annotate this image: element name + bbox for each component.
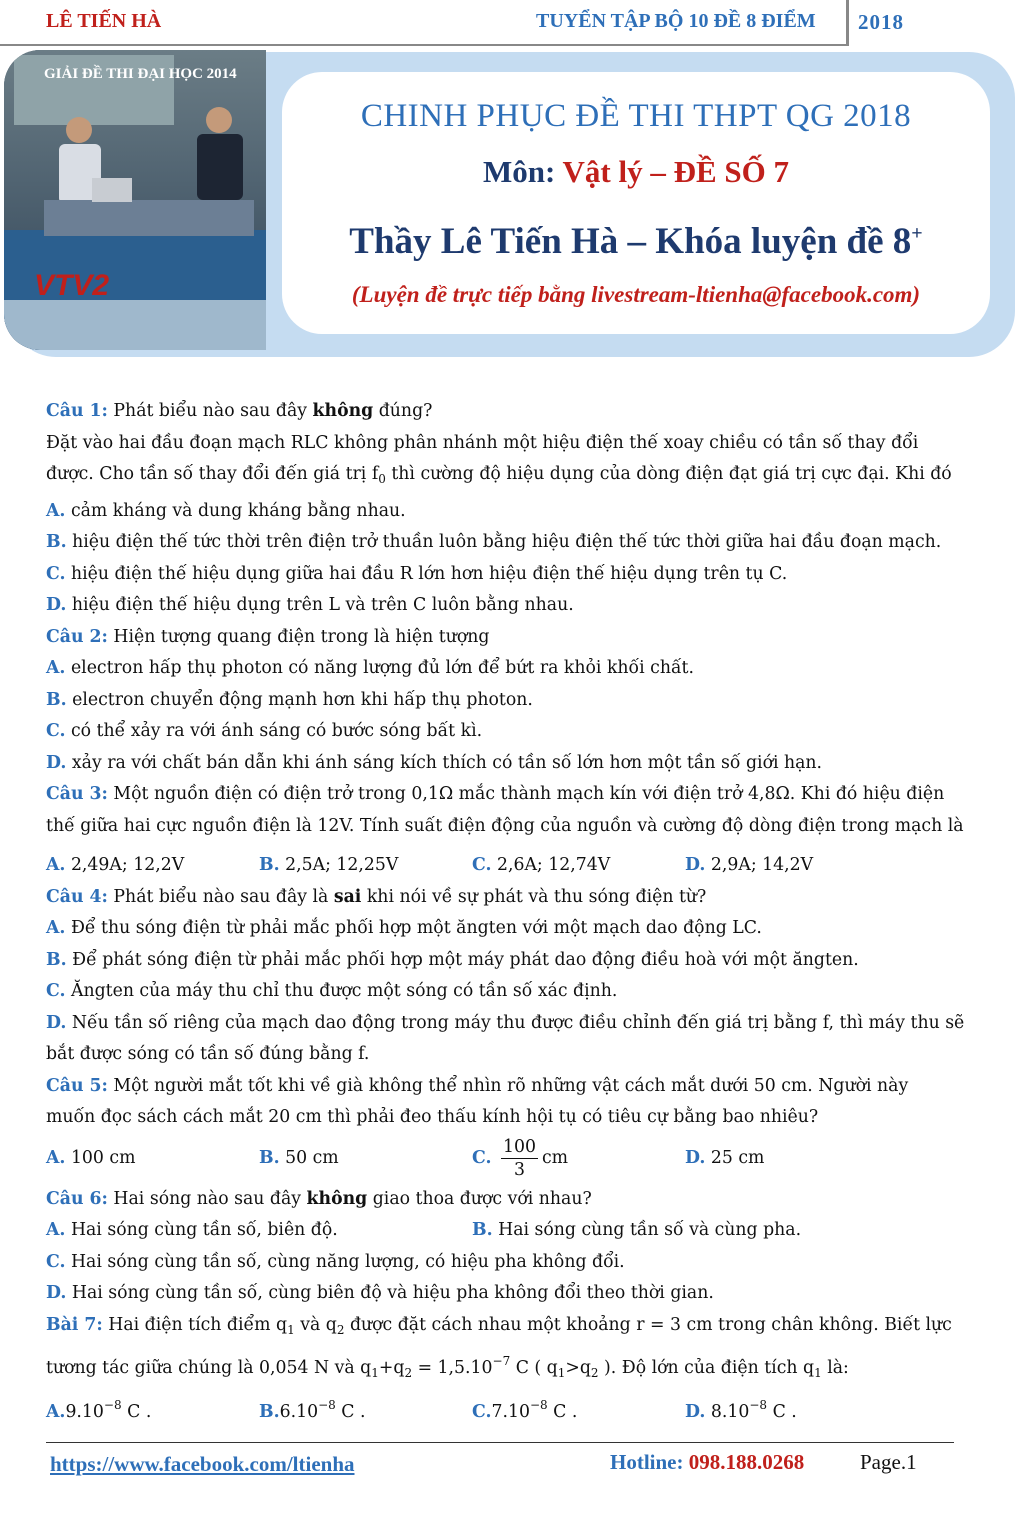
question-1: Câu 1: Phát biểu nào sau đây không đúng? <box>46 401 433 421</box>
question-6: Câu 6: Hai sóng nào sau đây không giao thoa được với nhau? <box>46 1188 592 1209</box>
question-3-options <box>46 850 966 882</box>
option-d: D. 25 cm <box>685 1147 765 1168</box>
hotline: Hotline: 098.188.0268 <box>610 1450 805 1474</box>
option-c: C. Ăngten của máy thu chỉ thu được một sóng có tần số xác định. <box>46 981 618 1001</box>
tv-studio-photo <box>4 50 266 350</box>
question-1-body: được. Cho tần số thay đổi đến giá trị $f_0$ thì cường độ hiệu dụng của dòng điện đạt giá trị cực đại. Khi đó <box>46 464 952 486</box>
option-b: B. Hai sóng cùng tần số và cùng pha. <box>472 1220 802 1240</box>
footer-rule <box>46 1442 954 1443</box>
option-d: D. 2,9A; 14,2V <box>685 855 814 875</box>
question-5-options <box>46 1134 966 1184</box>
option-b: B. Để phát sóng điện từ phải mắc phối hợp một máy phát dao động điều hoà với một ăngten. <box>46 949 859 970</box>
fraction: $\frac{100}{3}$ <box>502 1137 536 1180</box>
exam-content <box>46 396 966 1428</box>
option-d: D. $8.10^{-8}$ C . <box>685 1397 797 1422</box>
header-divider <box>846 0 849 46</box>
option-d: D. Nếu tần số riêng của mạch dao động trong máy thu được điều chỉnh đến giá trị bằng f, thì máy thu sẽ <box>46 1012 965 1033</box>
banner-title: CHINH PHỤC ĐỀ THI THPT QG 2018 <box>360 98 912 134</box>
option-c: C. Hai sóng cùng tần số, cùng năng lượng, có hiệu pha không đổi. <box>46 1251 625 1272</box>
vtv2-logo: VTV2 <box>34 269 110 302</box>
header-series: TUYỂN TẬP BỘ 10 ĐỀ 8 ĐIỂM <box>536 10 816 32</box>
header-year: 2018 <box>858 10 904 34</box>
option-d: D. Hai sóng cùng tần số, cùng biên độ và hiệu pha không đổi theo thời gian. <box>46 1283 714 1303</box>
header-rule <box>0 44 846 46</box>
page-header <box>0 0 1024 46</box>
banner-teacher: Thầy Lê Tiến Hà – Khóa luyện đề 8+ <box>349 221 923 262</box>
banner-note: (Luyện đề trực tiếp bằng livestream-ltienha@facebook.com) <box>351 282 921 307</box>
option-d: D. xảy ra với chất bán dẫn khi ánh sáng kích thích có tần số lớn hơn một tần số giới hạn. <box>46 752 823 773</box>
option-a: A. cảm kháng và dung kháng bằng nhau. <box>46 500 406 521</box>
option-c: $C.7.10^{-8}$ C . <box>472 1397 578 1422</box>
question-5: Câu 5: Một người mắt tốt khi về già không thể nhìn rõ những vật cách mắt dưới 50 cm. Người này <box>46 1075 909 1096</box>
option-a: A. Để thu sóng điện từ phải mắc phối hợp một ăngten với một mạch dao động LC. <box>46 918 762 938</box>
question-6-options-ab <box>46 1215 966 1247</box>
option-a: A. Hai sóng cùng tần số, biên độ. <box>46 1220 338 1240</box>
option-b: B. 50 cm <box>259 1147 339 1168</box>
question-7-body: tương tác giữa chúng là 0,054 N và $q_1+q_2 = 1,5.10^{-7}$ C ( $q_1>q_2$ ). Độ lớn của điện tích $q_1$ là: <box>46 1354 849 1380</box>
option-a: A. electron hấp thụ photon có năng lượng đủ lớn để bứt ra khỏi khối chất. <box>46 658 694 678</box>
question-3-body: thế giữa hai cực nguồn điện là 12V. Tính suất điện động của nguồn và cường độ dòng điện trong mạch là <box>46 815 964 836</box>
option-b: B. 2,5A; 12,25V <box>259 855 399 875</box>
photo-caption: GIẢI ĐỀ THI ĐẠI HỌC 2014 <box>44 66 237 82</box>
question-3: Câu 3: Một nguồn điện có điện trở trong 0,1Ω mắc thành mạch kín với điện trở 4,8Ω. Khi đó hiệu điện <box>46 784 945 804</box>
question-5-body: muốn đọc sách cách mắt 20 cm thì phải đeo thấu kính hội tụ có tiêu cự bằng bao nhiêu? <box>46 1107 819 1127</box>
facebook-link[interactable]: https://www.facebook.com/ltienha <box>50 1452 355 1476</box>
page-number: Page.1 <box>860 1450 917 1474</box>
question-2: Câu 2: Hiện tượng quang điện trong là hiện tượng <box>46 626 490 647</box>
option-b: B. electron chuyển động mạnh hơn khi hấp thụ photon. <box>46 689 533 710</box>
option-c: C. $\frac{100}{3}$ cm <box>472 1137 569 1180</box>
option-c: C. có thể xảy ra với ánh sáng có bước sóng bất kì. <box>46 721 483 741</box>
option-b: $B.6.10^{-8}$ C . <box>259 1397 366 1422</box>
option-b: B. hiệu điện thế tức thời trên điện trở thuần luôn bằng hiệu điện thế tức thời giữa hai đầu đoạn mạch. <box>46 532 942 552</box>
question-4: Câu 4: Phát biểu nào sau đây là sai khi nói về sự phát và thu sóng điện từ? <box>46 886 707 907</box>
option-a: A. 100 cm <box>46 1147 136 1168</box>
option-d: D. hiệu điện thế hiệu dụng trên L và trên C luôn bằng nhau. <box>46 595 574 615</box>
header-author: LÊ TIẾN HÀ <box>46 10 162 32</box>
option-a: $A.9.10^{-8}$ C . <box>46 1397 152 1422</box>
option-c: C. hiệu điện thế hiệu dụng giữa hai đầu R lớn hơn hiệu điện thế hiệu dụng trên tụ C. <box>46 563 788 584</box>
option-d-continued: bắt được sóng có tần số đúng bằng f. <box>46 1044 370 1064</box>
question-1-body: Đặt vào hai đầu đoạn mạch RLC không phân nhánh một hiệu điện thế xoay chiều có tần số thay đổi <box>46 432 919 453</box>
title-banner <box>0 50 1020 360</box>
question-7: Bài 7: Hai điện tích điểm $q_1$ và $q_2$ được đặt cách nhau một khoảng r = 3 cm trong chân không. Biết lực <box>46 1314 952 1337</box>
option-c: C. 2,6A; 12,74V <box>472 855 611 875</box>
question-7-options <box>46 1390 966 1429</box>
option-a: A. 2,49A; 12,2V <box>46 855 185 875</box>
banner-subject: Môn: Vật lý – ĐỀ SỐ 7 <box>482 154 789 189</box>
